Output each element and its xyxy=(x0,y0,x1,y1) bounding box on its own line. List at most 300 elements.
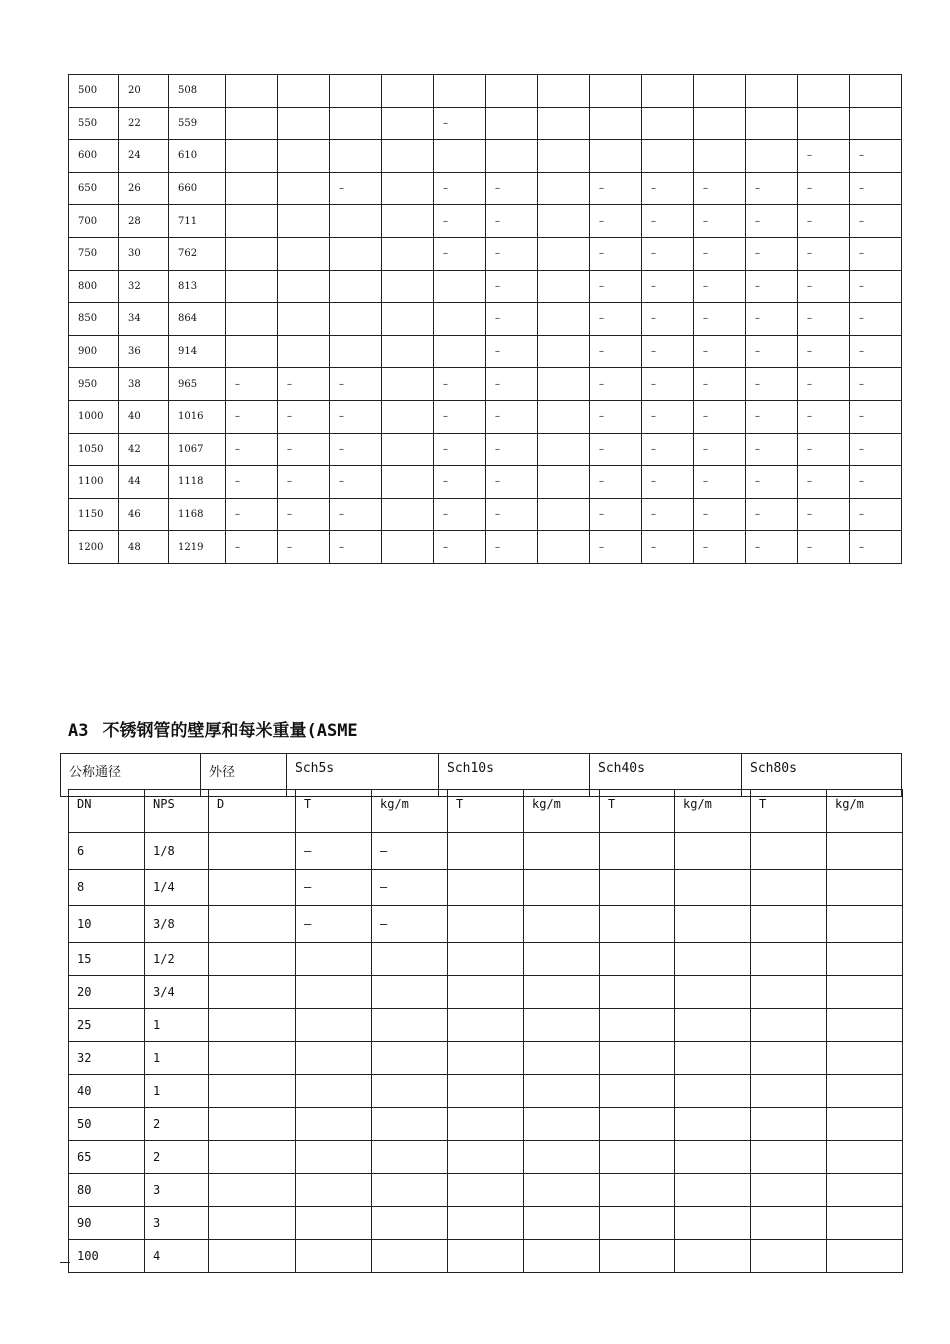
table-cell: – xyxy=(694,531,746,564)
table-cell xyxy=(448,1008,524,1041)
header-nominal-diameter: 公称通径 xyxy=(61,754,201,797)
table-cell: – xyxy=(486,498,538,531)
table-cell: 40 xyxy=(119,400,169,433)
header-d: D xyxy=(209,790,296,833)
table-cell xyxy=(296,1074,372,1107)
table-cell xyxy=(600,869,675,906)
table-cell: 1016 xyxy=(169,400,226,433)
table-cell: – xyxy=(798,140,850,173)
table-cell xyxy=(372,1008,448,1041)
table-row xyxy=(69,303,902,336)
table-cell xyxy=(372,1173,448,1206)
table-row xyxy=(69,531,902,564)
table-cell xyxy=(209,1206,296,1239)
table-cell: – xyxy=(278,466,330,499)
table-cell: 15 xyxy=(69,942,145,975)
header-sch5s-kgm: kg/m xyxy=(372,790,448,833)
table-cell xyxy=(675,1107,751,1140)
table-cell xyxy=(827,906,903,943)
table-cell xyxy=(278,107,330,140)
table-cell: 950 xyxy=(69,368,119,401)
table-cell: – xyxy=(434,172,486,205)
table-cell: – xyxy=(694,400,746,433)
table-cell: – xyxy=(434,237,486,270)
table-cell: – xyxy=(590,368,642,401)
table-cell xyxy=(448,1041,524,1074)
table-cell xyxy=(382,140,434,173)
table-cell xyxy=(448,906,524,943)
table-cell: – xyxy=(850,270,902,303)
table-cell: – xyxy=(486,172,538,205)
table-cell xyxy=(642,140,694,173)
header-sch80s-kgm: kg/m xyxy=(827,790,903,833)
table-cell: 1 xyxy=(145,1074,209,1107)
table-cell xyxy=(524,833,600,870)
table-cell: 700 xyxy=(69,205,119,238)
table-cell: – xyxy=(486,368,538,401)
table-cell: 3 xyxy=(145,1206,209,1239)
table-cell xyxy=(278,140,330,173)
table-cell: – xyxy=(798,368,850,401)
table-cell: – xyxy=(746,270,798,303)
table-cell xyxy=(600,833,675,870)
table-cell xyxy=(382,466,434,499)
table-cell xyxy=(524,975,600,1008)
table-cell: – xyxy=(642,368,694,401)
table-cell xyxy=(382,400,434,433)
table-cell: – xyxy=(486,270,538,303)
table-cell xyxy=(600,1206,675,1239)
table-cell xyxy=(798,107,850,140)
table-cell xyxy=(600,1008,675,1041)
table-cell: 48 xyxy=(119,531,169,564)
table-cell: – xyxy=(694,368,746,401)
table-cell: 1 xyxy=(145,1041,209,1074)
table-cell: – xyxy=(642,433,694,466)
table-row xyxy=(69,433,902,466)
table-cell: – xyxy=(850,466,902,499)
table-cell xyxy=(278,237,330,270)
table-cell: – xyxy=(278,433,330,466)
table-cell: – xyxy=(642,172,694,205)
table-cell: – xyxy=(330,498,382,531)
table-cell: 864 xyxy=(169,303,226,336)
table-cell: – xyxy=(486,400,538,433)
table-cell: – xyxy=(798,237,850,270)
table-cell: – xyxy=(642,531,694,564)
table-cell: 3/8 xyxy=(145,906,209,943)
table-cell xyxy=(600,1140,675,1173)
table-cell: 1 xyxy=(145,1008,209,1041)
header-sch40s-kgm: kg/m xyxy=(675,790,751,833)
table-cell: – xyxy=(330,531,382,564)
table-cell xyxy=(524,1173,600,1206)
table-cell: – xyxy=(694,466,746,499)
table-cell: – xyxy=(746,498,798,531)
table-cell: – xyxy=(434,205,486,238)
table-cell: 20 xyxy=(119,75,169,108)
header-sch5s-t: T xyxy=(296,790,372,833)
table-cell xyxy=(694,75,746,108)
stainless-pipe-weight-table xyxy=(68,789,903,1273)
table-cell xyxy=(600,975,675,1008)
table-cell: – xyxy=(694,172,746,205)
table-cell xyxy=(372,1239,448,1272)
table-cell: – xyxy=(746,303,798,336)
table-cell xyxy=(330,237,382,270)
table-cell: 500 xyxy=(69,75,119,108)
table-cell xyxy=(751,975,827,1008)
table-cell xyxy=(448,1173,524,1206)
table-cell xyxy=(524,1107,600,1140)
table-cell: – xyxy=(850,172,902,205)
table-cell: 1100 xyxy=(69,466,119,499)
table-cell xyxy=(751,1239,827,1272)
table-cell xyxy=(330,335,382,368)
table-cell: – xyxy=(798,531,850,564)
table-cell xyxy=(751,906,827,943)
table-cell xyxy=(675,1173,751,1206)
table-cell: 508 xyxy=(169,75,226,108)
table-cell xyxy=(372,942,448,975)
table-cell: 1219 xyxy=(169,531,226,564)
table-cell: – xyxy=(642,400,694,433)
table-cell xyxy=(448,1140,524,1173)
section-title xyxy=(68,716,358,741)
table-cell: – xyxy=(798,172,850,205)
table-cell: – xyxy=(278,498,330,531)
table-cell: – xyxy=(590,400,642,433)
table-cell: – xyxy=(330,433,382,466)
table-cell xyxy=(751,869,827,906)
table-cell: – xyxy=(798,205,850,238)
table-cell xyxy=(538,335,590,368)
table-cell: – xyxy=(850,531,902,564)
table-cell: 46 xyxy=(119,498,169,531)
table-row xyxy=(69,1206,903,1239)
table-cell: 711 xyxy=(169,205,226,238)
table-cell xyxy=(278,335,330,368)
table-cell xyxy=(209,1041,296,1074)
table-cell xyxy=(448,869,524,906)
table-cell xyxy=(524,1041,600,1074)
table-cell xyxy=(372,1206,448,1239)
table-cell xyxy=(675,975,751,1008)
table-cell: – xyxy=(590,433,642,466)
table-cell xyxy=(372,1140,448,1173)
pipe-dimension-table-continued xyxy=(68,74,902,564)
table-cell: – xyxy=(226,466,278,499)
table-cell: – xyxy=(798,400,850,433)
table-cell: – xyxy=(278,531,330,564)
table-cell: – xyxy=(434,400,486,433)
table-cell: – xyxy=(798,303,850,336)
table-cell: 559 xyxy=(169,107,226,140)
table-cell: – xyxy=(226,368,278,401)
header-sch40s-t: T xyxy=(600,790,675,833)
table-row xyxy=(69,1239,903,1272)
table-cell: – xyxy=(590,270,642,303)
table-cell xyxy=(209,942,296,975)
table-cell xyxy=(372,1107,448,1140)
table-cell: 4 xyxy=(145,1239,209,1272)
table-cell xyxy=(296,1140,372,1173)
table-cell xyxy=(209,1008,296,1041)
table-cell xyxy=(746,75,798,108)
table-cell: – xyxy=(746,172,798,205)
table-cell xyxy=(827,1140,903,1173)
table-cell xyxy=(675,1008,751,1041)
table-cell xyxy=(209,906,296,943)
table-cell: 30 xyxy=(119,237,169,270)
table-cell xyxy=(382,270,434,303)
table-cell: 32 xyxy=(119,270,169,303)
table-cell: 8 xyxy=(69,869,145,906)
table-cell xyxy=(209,869,296,906)
table-cell xyxy=(448,942,524,975)
table-cell xyxy=(296,1041,372,1074)
table-cell xyxy=(642,107,694,140)
table-cell xyxy=(524,1008,600,1041)
table-cell xyxy=(278,303,330,336)
table-cell: – xyxy=(590,205,642,238)
table-cell: – xyxy=(694,237,746,270)
table-cell: 28 xyxy=(119,205,169,238)
table-cell: – xyxy=(798,498,850,531)
table-cell: 22 xyxy=(119,107,169,140)
table-cell: 10 xyxy=(69,906,145,943)
table-cell: – xyxy=(590,531,642,564)
table-cell xyxy=(296,1173,372,1206)
table-cell xyxy=(278,205,330,238)
table-cell: – xyxy=(486,237,538,270)
table-cell: – xyxy=(694,335,746,368)
table-cell: – xyxy=(330,368,382,401)
table-cell xyxy=(590,75,642,108)
table-cell xyxy=(382,433,434,466)
table-cell xyxy=(600,906,675,943)
header-sch80s: Sch80s xyxy=(742,754,902,797)
table-cell xyxy=(751,1173,827,1206)
table-row xyxy=(69,975,903,1008)
table-cell: – xyxy=(798,335,850,368)
table-row xyxy=(69,1140,903,1173)
table-cell: 750 xyxy=(69,237,119,270)
table-cell: 90 xyxy=(69,1206,145,1239)
table-cell: – xyxy=(590,303,642,336)
table-cell: – xyxy=(642,498,694,531)
table-cell xyxy=(827,975,903,1008)
table-body xyxy=(69,75,902,564)
table-cell: 36 xyxy=(119,335,169,368)
table-cell xyxy=(209,1107,296,1140)
table-cell xyxy=(751,833,827,870)
table-cell xyxy=(296,1239,372,1272)
table-cell xyxy=(226,270,278,303)
table-cell: 1067 xyxy=(169,433,226,466)
table-cell xyxy=(827,833,903,870)
table-body xyxy=(69,790,903,1273)
table-cell xyxy=(538,498,590,531)
table-cell xyxy=(382,498,434,531)
table-cell: 965 xyxy=(169,368,226,401)
table-cell xyxy=(226,303,278,336)
table-cell: – xyxy=(694,205,746,238)
table-cell xyxy=(296,1206,372,1239)
table-cell xyxy=(524,1074,600,1107)
table-cell: 40 xyxy=(69,1074,145,1107)
table-cell: – xyxy=(850,140,902,173)
table-cell: – xyxy=(296,869,372,906)
table-cell xyxy=(827,1008,903,1041)
table-cell: – xyxy=(590,466,642,499)
table-row xyxy=(69,205,902,238)
table-cell: 1050 xyxy=(69,433,119,466)
header-sch10s-kgm: kg/m xyxy=(524,790,600,833)
table-cell: 800 xyxy=(69,270,119,303)
table-cell xyxy=(538,433,590,466)
table-cell xyxy=(330,140,382,173)
table-cell xyxy=(538,237,590,270)
table-cell: – xyxy=(434,368,486,401)
table-cell: – xyxy=(590,172,642,205)
table-cell: – xyxy=(642,270,694,303)
table-cell xyxy=(827,1206,903,1239)
table-cell xyxy=(751,1074,827,1107)
table-cell: 25 xyxy=(69,1008,145,1041)
table-cell: – xyxy=(486,335,538,368)
table-cell xyxy=(382,107,434,140)
table-cell xyxy=(642,75,694,108)
table-cell xyxy=(296,1008,372,1041)
table-cell: 6 xyxy=(69,833,145,870)
table-row xyxy=(69,942,903,975)
table-cell xyxy=(209,1239,296,1272)
table-cell xyxy=(850,75,902,108)
table-cell xyxy=(675,942,751,975)
table-cell xyxy=(538,107,590,140)
table-cell xyxy=(448,833,524,870)
table-cell: – xyxy=(226,433,278,466)
table-cell xyxy=(675,1074,751,1107)
table-cell: – xyxy=(694,303,746,336)
table-cell: 850 xyxy=(69,303,119,336)
table-row xyxy=(69,172,902,205)
table-cell: – xyxy=(746,466,798,499)
table-cell: – xyxy=(296,906,372,943)
table-cell: – xyxy=(278,400,330,433)
table-cell xyxy=(798,75,850,108)
table-cell: – xyxy=(850,303,902,336)
table-cell xyxy=(486,140,538,173)
table-cell xyxy=(675,1239,751,1272)
table-cell xyxy=(827,1074,903,1107)
table-row xyxy=(69,1173,903,1206)
header-outer-diameter: 外径 xyxy=(201,754,287,797)
table-cell xyxy=(226,335,278,368)
table-cell xyxy=(751,1008,827,1041)
table-cell xyxy=(382,237,434,270)
table-cell: 80 xyxy=(69,1173,145,1206)
table-cell xyxy=(675,869,751,906)
table-cell: – xyxy=(434,531,486,564)
table-cell xyxy=(524,869,600,906)
table-cell: – xyxy=(642,303,694,336)
table-row xyxy=(69,237,902,270)
table-cell: – xyxy=(486,531,538,564)
header-nps: NPS xyxy=(145,790,209,833)
table-row xyxy=(69,1041,903,1074)
table-cell: – xyxy=(746,335,798,368)
table-cell xyxy=(434,335,486,368)
table-cell: 660 xyxy=(169,172,226,205)
table-cell: – xyxy=(372,869,448,906)
table-cell: 813 xyxy=(169,270,226,303)
table-cell xyxy=(434,303,486,336)
table-cell xyxy=(296,975,372,1008)
table-cell: – xyxy=(798,270,850,303)
table-cell xyxy=(209,1140,296,1173)
table-cell xyxy=(538,368,590,401)
table-cell: – xyxy=(226,531,278,564)
table-cell xyxy=(296,1107,372,1140)
table-cell: – xyxy=(798,433,850,466)
table-cell xyxy=(524,1206,600,1239)
table-cell: 3 xyxy=(145,1173,209,1206)
table-cell: – xyxy=(486,466,538,499)
table-cell xyxy=(209,1074,296,1107)
section-heading: 不锈钢管的壁厚和每米重量(ASME xyxy=(102,721,358,741)
table-cell xyxy=(827,942,903,975)
table-cell xyxy=(278,270,330,303)
table-cell: – xyxy=(486,303,538,336)
table-cell xyxy=(209,833,296,870)
table-cell: 44 xyxy=(119,466,169,499)
table-cell: 1168 xyxy=(169,498,226,531)
table-row xyxy=(69,906,903,943)
table-cell xyxy=(209,1173,296,1206)
table-cell xyxy=(226,140,278,173)
table-cell: – xyxy=(434,107,486,140)
table-cell xyxy=(382,75,434,108)
table-cell xyxy=(590,107,642,140)
table-cell: 50 xyxy=(69,1107,145,1140)
table-cell: – xyxy=(850,498,902,531)
table-cell: 24 xyxy=(119,140,169,173)
table-cell: – xyxy=(372,906,448,943)
table-cell: 1150 xyxy=(69,498,119,531)
table-row xyxy=(69,140,902,173)
table-cell: – xyxy=(850,368,902,401)
table-cell xyxy=(538,205,590,238)
table-cell xyxy=(827,1173,903,1206)
table-cell xyxy=(675,833,751,870)
table-cell: – xyxy=(642,335,694,368)
table-cell: 3/4 xyxy=(145,975,209,1008)
table-cell: 1000 xyxy=(69,400,119,433)
header-sch5s: Sch5s xyxy=(287,754,439,797)
table-cell xyxy=(538,140,590,173)
table-cell: – xyxy=(850,205,902,238)
table-cell xyxy=(524,942,600,975)
table-cell: 26 xyxy=(119,172,169,205)
table-cell xyxy=(746,140,798,173)
table-cell xyxy=(448,1239,524,1272)
table-cell: 600 xyxy=(69,140,119,173)
table-row xyxy=(69,75,902,108)
table-cell: – xyxy=(486,205,538,238)
table-cell xyxy=(330,270,382,303)
